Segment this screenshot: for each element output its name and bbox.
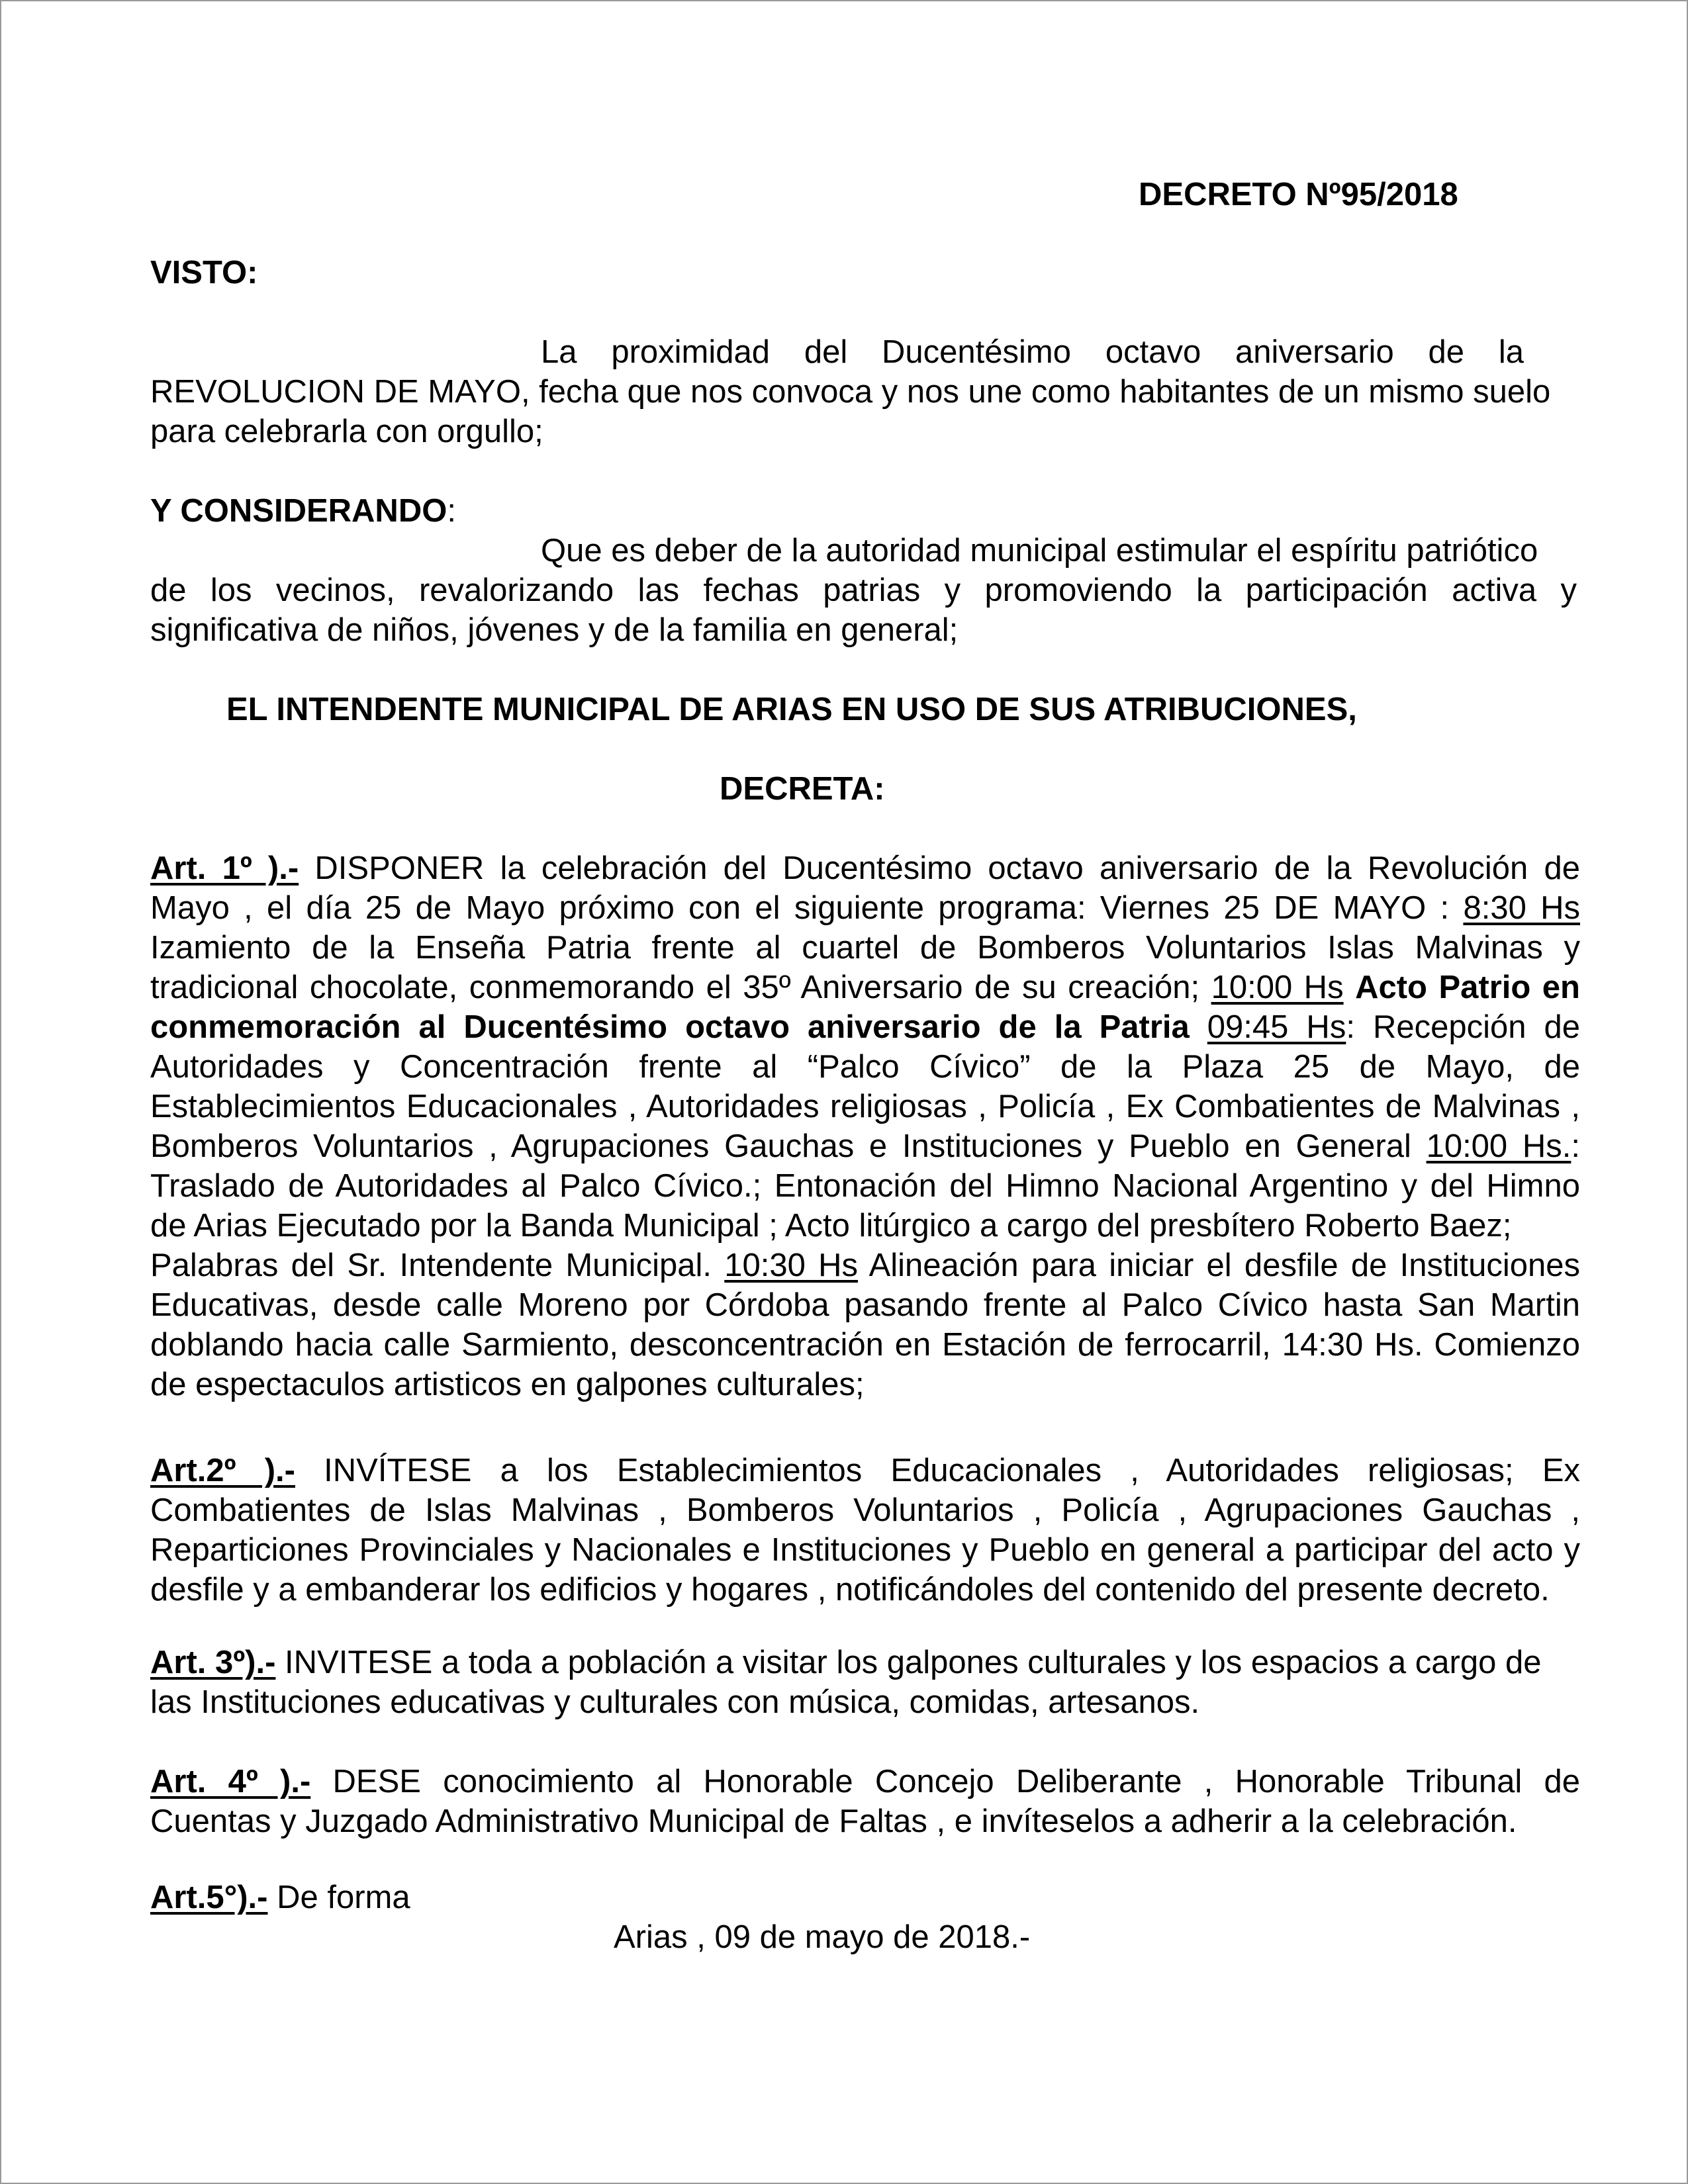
article-1-line-6	[150, 1047, 1580, 1087]
article-4-label: Art. 4º ).-	[150, 1764, 311, 1799]
article-text	[1344, 970, 1356, 1005]
article-1-line-7	[150, 1087, 1580, 1126]
article-text: Bomberos Voluntarios , Agrupaciones Gauchas e Instituciones y Pueblo en General	[150, 1128, 1427, 1164]
decree-title: DECRETO Nº95/2018	[1139, 177, 1458, 212]
article-text: De forma	[267, 1880, 410, 1915]
article-text: Mayo , el día 25 de Mayo próximo con el siguiente programa: Viernes 25 DE MAYO :	[150, 890, 1464, 926]
article-1-line-1	[150, 848, 1580, 888]
decreta-heading: DECRETA:	[720, 771, 885, 807]
article-text: INVITESE a toda a población a visitar los galpones culturales y los espacios a cargo de	[275, 1645, 1542, 1680]
article-text: de espectaculos artisticos en galpones culturales;	[150, 1367, 865, 1402]
article-3-line-1	[150, 1643, 1580, 1682]
article-1-line-9	[150, 1166, 1580, 1206]
article-text: DESE conocimiento al Honorable Concejo Deliberante , Honorable Tribunal de	[310, 1764, 1581, 1799]
article-text: Alineación para iniciar el desfile de Instituciones	[858, 1248, 1580, 1283]
article-2-line-2	[150, 1490, 1580, 1530]
considerando-label: Y CONSIDERANDO	[150, 493, 447, 529]
article-text: INVÍTESE a los Establecimientos Educacionales , Autoridades religiosas; Ex	[295, 1453, 1580, 1488]
article-text: Acto Patrio en	[1355, 970, 1580, 1005]
article-1-label: Art. 1º ).-	[150, 850, 299, 886]
considerando-line-3: significativa de niños, jóvenes y de la familia en general;	[150, 612, 959, 648]
article-1-line-8	[150, 1126, 1580, 1166]
article-1-line-13	[150, 1325, 1580, 1365]
considerando-heading	[150, 491, 456, 531]
article-2-label: Art.2º ).-	[150, 1453, 295, 1488]
article-text: las Instituciones educativas y culturales con música, comidas, artesanos.	[150, 1684, 1200, 1720]
time-marker: 10:00 Hs.	[1426, 1128, 1571, 1164]
time-marker: 09:45 Hs	[1207, 1009, 1346, 1045]
time-marker: 8:30 Hs	[1463, 890, 1580, 926]
article-1-line-10	[150, 1206, 1580, 1246]
article-1-line-12	[150, 1285, 1580, 1325]
article-1-line-4	[150, 968, 1580, 1007]
article-text: Combatientes de Islas Malvinas , Bomberos Voluntarios , Policía , Agrupaciones Gauchas ,	[150, 1492, 1580, 1528]
article-text: Establecimientos Educacionales , Autoridades religiosas , Policía , Ex Combatientes de Malvinas ,	[150, 1089, 1580, 1124]
article-text: : Recepción de	[1346, 1009, 1581, 1045]
article-5-line-1	[150, 1878, 1580, 1917]
considerando-colon: :	[447, 493, 456, 529]
article-text: de Arias Ejecutado por la Banda Municipal ; Acto litúrgico a cargo del presbítero Roberto Baez;	[150, 1208, 1512, 1244]
article-text: doblando hacia calle Sarmiento, desconcentración en Estación de ferrocarril, 14:30 Hs. Comienzo	[150, 1327, 1580, 1363]
article-3-label: Art. 3º).-	[150, 1645, 276, 1680]
time-marker: 10:00 Hs	[1211, 970, 1344, 1005]
considerando-line-1: Que es deber de la autoridad municipal estimular el espíritu patriótico	[541, 533, 1538, 569]
article-text: Izamiento de la Enseña Patria frente al cuartel de Bomberos Voluntarios Islas Malvinas y	[150, 930, 1580, 966]
article-1-line-11	[150, 1246, 1580, 1285]
article-text: desfile y a embanderar los edificios y hogares , notificándoles del contenido del presente decreto.	[150, 1572, 1550, 1608]
article-text: Autoridades y Concentración frente al “Palco Cívico” de la Plaza 25 de Mayo, de	[150, 1049, 1580, 1085]
article-text: Palabras del Sr. Intendente Municipal.	[150, 1248, 725, 1283]
place-date: Arias , 09 de mayo de 2018.-	[614, 1919, 1031, 1955]
article-3-line-2	[150, 1682, 1580, 1722]
article-1-line-2	[150, 888, 1580, 928]
article-4-line-1	[150, 1762, 1580, 1801]
article-text: Traslado de Autoridades al Palco Cívico.; Entonación del Himno Nacional Argentino y del Himno	[150, 1168, 1580, 1204]
article-text: Cuentas y Juzgado Administrativo Municipal de Faltas , e invíteselos a adherir a la celebración.	[150, 1803, 1517, 1839]
article-1-line-3	[150, 928, 1580, 968]
article-5-label: Art.5°).-	[150, 1880, 268, 1915]
article-2-line-1	[150, 1451, 1580, 1490]
visto-heading: VISTO:	[150, 255, 258, 291]
article-4-line-2	[150, 1801, 1580, 1841]
article-2-line-3	[150, 1530, 1580, 1570]
article-1-line-14	[150, 1365, 1580, 1404]
article-text: Educativas, desde calle Moreno por Córdoba pasando frente al Palco Cívico hasta San Martin	[150, 1287, 1580, 1323]
intendente-statement: EL INTENDENTE MUNICIPAL DE ARIAS EN USO DE SUS ATRIBUCIONES,	[226, 692, 1357, 727]
article-text: :	[1571, 1128, 1580, 1164]
time-marker: 10:30 Hs	[724, 1248, 859, 1283]
considerando-line-2: de los vecinos, revalorizando las fechas patrias y promoviendo la participación activa y	[150, 572, 1577, 608]
article-text: DISPONER la celebración del Ducentésimo octavo aniversario de la Revolución de	[299, 850, 1580, 886]
visto-line-1: La proximidad del Ducentésimo octavo aniversario de la	[541, 334, 1524, 370]
article-text: conmemoración al Ducentésimo octavo aniversario de la Patria	[150, 1009, 1207, 1045]
visto-line-3: para celebrarla con orgullo;	[150, 414, 543, 449]
article-1-line-5	[150, 1007, 1580, 1047]
article-2-line-4	[150, 1570, 1580, 1610]
article-text: tradicional chocolate, conmemorando el 35º Aniversario de su creación;	[150, 970, 1211, 1005]
article-text: Reparticiones Provinciales y Nacionales e Instituciones y Pueblo en general a participar del acto y	[150, 1532, 1580, 1568]
visto-line-2: REVOLUCION DE MAYO, fecha que nos convoca y nos une como habitantes de un mismo suelo	[150, 374, 1551, 410]
